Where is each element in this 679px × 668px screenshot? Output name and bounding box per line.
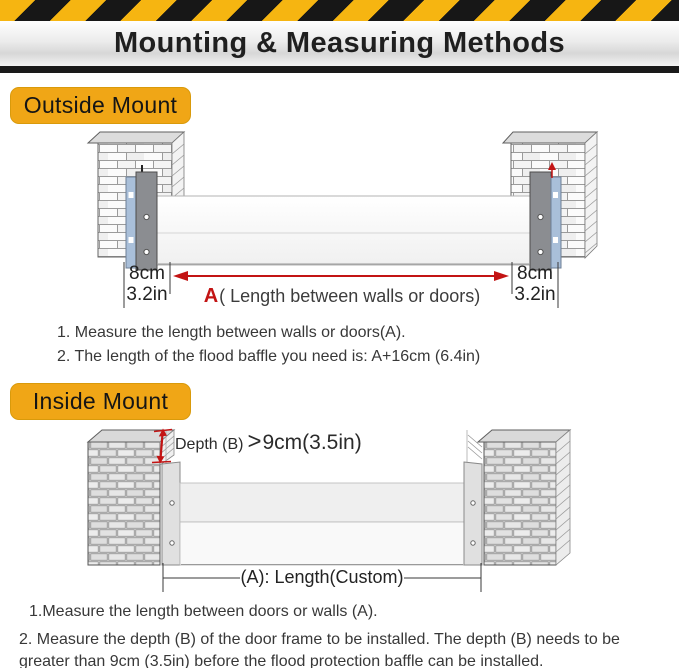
- outside-step-2: 2. The length of the flood baffle you need is: A+16cm (6.4in): [57, 348, 481, 365]
- length-a-label: [176, 285, 508, 308]
- flood-barrier-panel: [180, 483, 464, 565]
- outside-step-1: 1. Measure the length between walls or doors(A).: [57, 324, 406, 341]
- depth-b-prefix: Depth (B): [175, 436, 244, 453]
- depth-b-value: 9cm(3.5in): [262, 431, 362, 454]
- depth-b-label: [175, 428, 362, 456]
- length-a-letter: A: [203, 285, 219, 307]
- inside-step-1: 1.Measure the length between doors or walls (A).: [29, 603, 378, 620]
- title-banner: [0, 21, 679, 66]
- flood-barrier-panel: [157, 196, 530, 265]
- left-bracket-width-cm: 8cm: [129, 263, 165, 284]
- outside-mount-badge: Outside Mount: [10, 87, 191, 124]
- right-bracket-width-in: 3.2in: [514, 284, 556, 305]
- left-bracket-width-in: 3.2in: [126, 284, 168, 305]
- greater-than-sign: >: [247, 428, 262, 455]
- right-mounting-bracket: [530, 162, 561, 270]
- left-mounting-bracket: [162, 462, 180, 565]
- length-custom-label: (A): Length(Custom): [240, 567, 404, 587]
- left-mounting-bracket: [126, 165, 157, 270]
- inside-step-2: 2. Measure the depth (B) of the door frame to be installed. The depth (B) needs to be greater than 9cm (3.5in) before the flood protection baffle can be installed.: [19, 631, 620, 668]
- right-bracket-width-label: [512, 263, 558, 305]
- title-banner-shadow: [0, 66, 679, 73]
- right-brick-pillar: [478, 430, 570, 565]
- inside-mount-badge: Inside Mount: [10, 383, 191, 420]
- right-mounting-bracket: [464, 430, 482, 565]
- page-title: Mounting & Measuring Methods: [113, 27, 565, 59]
- left-bracket-width-label: [124, 263, 170, 305]
- right-bracket-width-cm: 8cm: [517, 263, 553, 284]
- length-a-text: ( Length between walls or doors): [219, 286, 481, 306]
- hazard-stripe-banner: [0, 0, 679, 21]
